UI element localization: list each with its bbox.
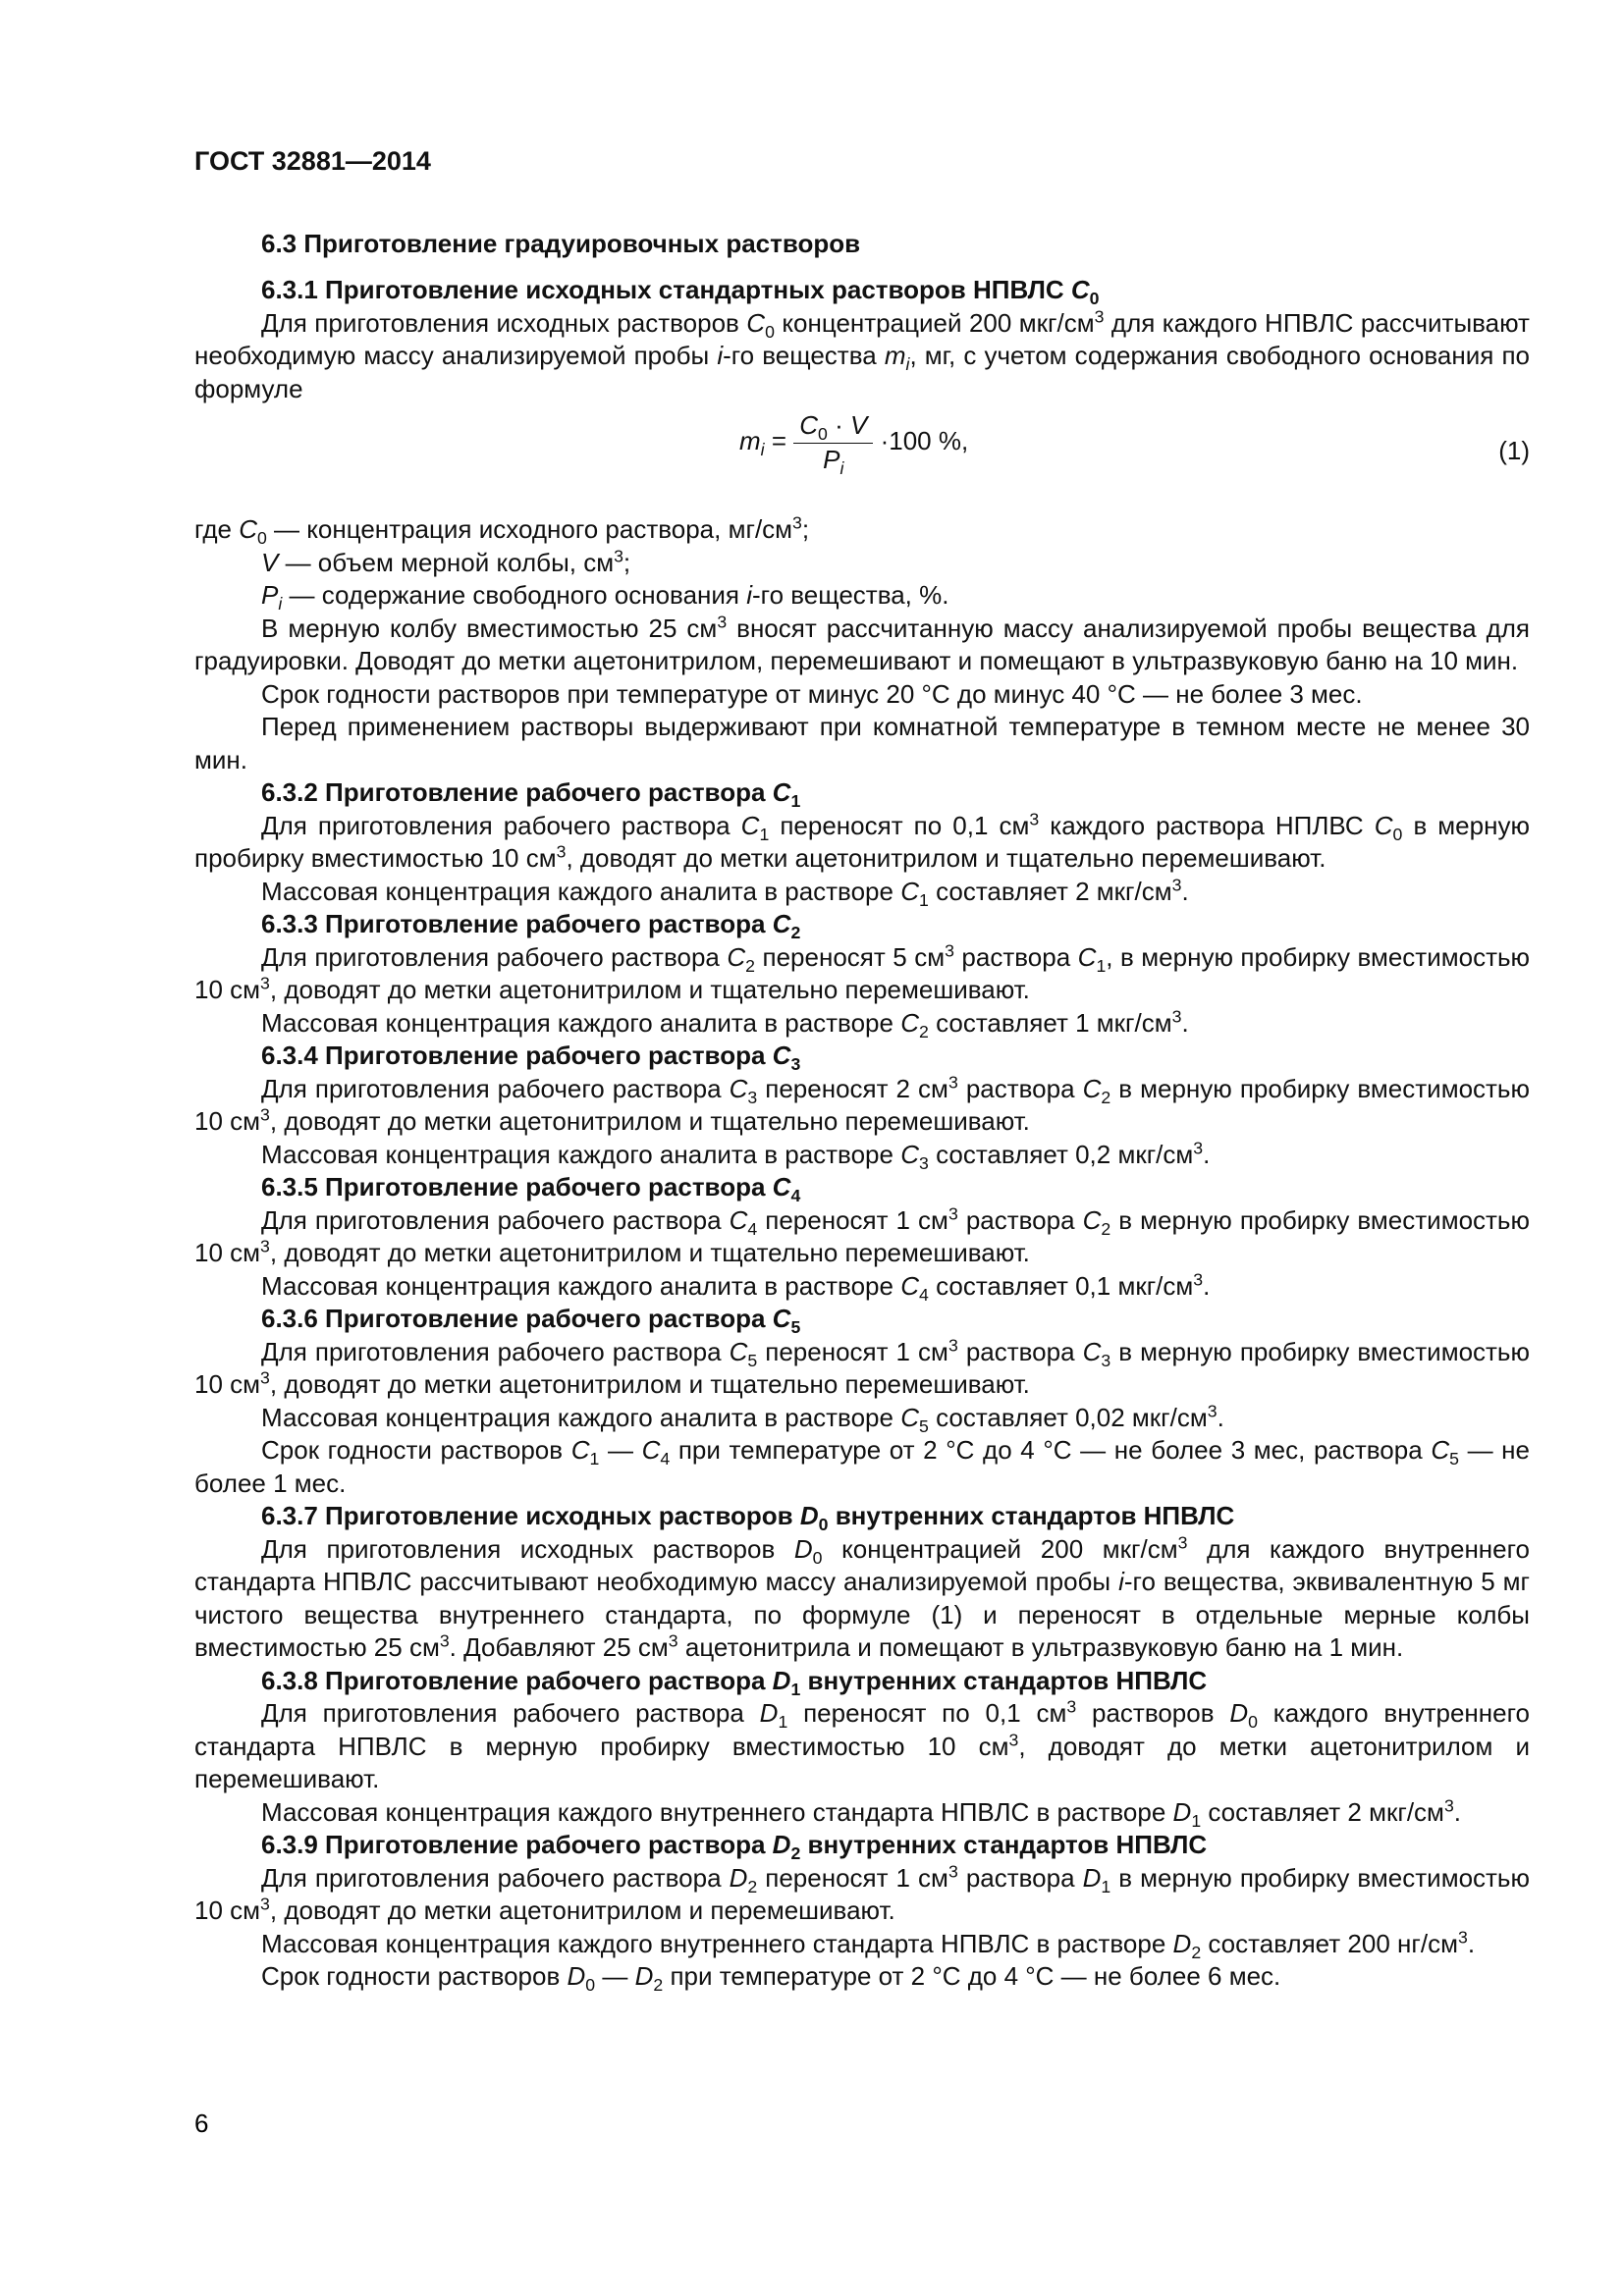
document-page [194,145,1530,1994]
where-c0: где $C_0$ — концентрация исходного раствора, $мг/см^3$; [194,512,810,549]
heading-6-3-9: 6.3.9 Приготовление рабочего раствора $D_2$ внутренних стандартов НПВЛС [261,1830,1208,1864]
standard-designation: ГОСТ 32881—2014 [194,146,431,176]
paragraph-6-3-2-prep: Для приготовления рабочего раствора $C_1$ переносят по 0,1 $см^3$ каждого раствора НПЛВС $C_0$ в мерную пробирку вместимостью 10 $см^3$, доводят до метки ацетонитрилом и тщательно перемешивают. [194,808,1530,873]
paragraph-6-3-3-prep: Для приготовления рабочего раствора $C_2$ переносят 5 $см^3$ раствора $C_1$, в мерную пробирку вместимостью 10 $см^3$, доводят до метки ацетонитрилом и тщательно перемешивают. [194,939,1531,1004]
paragraph-6-3-4-prep: Для приготовления рабочего раствора $C_3$ переносят 2 $см^3$ раствора $C_2$ в мерную пробирку вместимостью 10 $см^3$, доводят до метки ацетонитрилом и тщательно перемешивают. [194,1071,1530,1136]
formula-fraction: $\frac{C_0 \cdot V}{P_i}$ [793,409,873,476]
paragraph-6-3-9-conc: Массовая концентрация каждого внутреннего стандарта НПВЛС в растворе $D_2$ составляет 200 $нг/см^3$. [261,1926,1476,1962]
paragraph-6-3-6-shelf-life: Срок годности растворов $C_1$ — $C_4$ при температуре от 2 °С до 4 °С — не более 3 мес, раствора $C_5$ — не более 1 мес. [194,1435,1530,1498]
paragraph-6-3-9-shelf-life: Срок годности растворов $D_0$ — $D_2$ при температуре от 2 °С до 4 °С — не более 6 мес. [261,1961,1281,1996]
paragraph-6-3-5-prep: Для приготовления рабочего раствора $C_4$ переносят 1 $см^3$ раствора $C_2$ в мерную пробирку вместимостью 10 $см^3$, доводят до метки ацетонитрилом и тщательно перемешивают. [194,1202,1530,1267]
formula-number: (1) [1498,436,1530,465]
paragraph-6-3-6-prep: Для приготовления рабочего раствора $C_5$ переносят 1 $см^3$ раствора $C_3$ в мерную пробирку вместимостью 10 $см^3$, доводят до метки ацетонитрилом и тщательно перемешивают. [194,1334,1530,1399]
page-number: 6 [194,2109,209,2138]
paragraph-6-3-6-conc: Массовая концентрация каждого аналита в растворе $C_5$ составляет 0,02 мкг/$см^3$. [261,1400,1224,1436]
formula-1 [194,409,1530,504]
section-heading-6-3: 6.3 Приготовление градуировочных растворов [261,228,861,258]
paragraph-6-3-1-shelf-life: Срок годности растворов при температуре от минус 20 °С до минус 40 °С — не более 3 мес. [261,678,1363,709]
heading-6-3-6: 6.3.6 Приготовление рабочего раствора $C_5$ [261,1304,801,1338]
paragraph-6-3-9-prep: Для приготовления рабочего раствора $D_2$ переносят 1 $см^3$ раствора $D_1$ в мерную пробирку вместимостью 10 $см^3$, доводят до метки ацетонитрилом и перемешивают. [194,1860,1530,1925]
paragraph-6-3-2-conc: Массовая концентрация каждого аналита в растворе $C_1$ составляет 2 мкг/$см^3$. [261,874,1189,910]
paragraph-6-3-7-prep: Для приготовления исходных растворов $D_0$ концентрацией 200 мкг/$см^3$ для каждого внутреннего стандарта НПВЛС рассчитывают необходимую массу анализируемой пробы i-го вещества, эквивалентную 5 мг чистого вещества внутреннего стандарта, по формуле (1) и переносят в отдельные мерные колбы вместимостью 25 $см^3$. Добавляют 25 $см^3$ ацетонитрила и помещают в ультразвуковую баню на 1 мин. [194,1531,1530,1662]
heading-6-3-8: 6.3.8 Приготовление рабочего раствора $D_1$ внутренних стандартов НПВЛС [261,1665,1208,1699]
paragraph-6-3-5-conc: Массовая концентрация каждого аналита в растворе $C_4$ составляет 0,1 мкг/$см^3$. [261,1268,1211,1305]
heading-6-3-4: 6.3.4 Приготовление рабочего раствора $C_3$ [261,1041,801,1075]
paragraph-6-3-3-conc: Массовая концентрация каждого аналита в растворе $C_2$ составляет 1 мкг/$см^3$. [261,1005,1189,1041]
paragraph-6-3-4-conc: Массовая концентрация каждого аналита в растворе $C_3$ составляет 0,2 мкг/$см^3$. [261,1137,1211,1173]
where-pi: $P_i$ — содержание свободного основания i-го вещества, %. [261,580,949,614]
heading-6-3-1: 6.3.1 Приготовление исходных стандартных растворов НПВЛС $C_0$ [261,275,1100,309]
heading-6-3-3: 6.3.3 Приготовление рабочего раствора $C_2$ [261,909,801,943]
paragraph-6-3-1-intro: Для приготовления исходных растворов $C_0$ концентрацией 200 мкг/$см^3$ для каждого НПВЛС рассчитывают необходимую массу анализируемой пробы i-го вещества $m_i$, мг, с учетом содержания свободного основания по формуле [194,305,1531,403]
paragraph-6-3-8-prep: Для приготовления рабочего раствора $D_1$ переносят по 0,1 $см^3$ растворов $D_0$ каждого внутреннего стандарта НПВЛС в мерную пробирку вместимостью 10 $см^3$, доводят до метки ацетонитрилом и перемешивают. [194,1696,1530,1793]
where-v: V — объем мерной колбы, $см^3$; [261,545,631,577]
paragraph-6-3-1-flask: В мерную колбу вместимостью 25 $см^3$ вносят рассчитанную массу анализируемой пробы вещества для градуировки. Доводят до метки ацетонитрилом, перемешивают и помещают в ультразвуковую баню на 10 мин. [194,611,1530,675]
paragraph-6-3-1-before-use: Перед применением растворы выдерживают при комнатной температуре в темном месте не менее 30 мин. [194,712,1530,774]
paragraph-6-3-8-conc: Массовая концентрация каждого внутреннего стандарта НПВЛС в растворе $D_1$ составляет 2 мкг/$см^3$. [261,1794,1462,1831]
heading-6-3-2: 6.3.2 Приготовление рабочего раствора $C_1$ [261,777,801,812]
heading-6-3-5: 6.3.5 Приготовление рабочего раствора $C_4$ [261,1172,801,1206]
formula-expression: $m_i$ = $\frac{C_0 \cdot V}{P_i}$ ·100 %, [739,410,969,478]
heading-6-3-7: 6.3.7 Приготовление исходных растворов $D_0$ внутренних стандартов НПВЛС [261,1501,1235,1535]
